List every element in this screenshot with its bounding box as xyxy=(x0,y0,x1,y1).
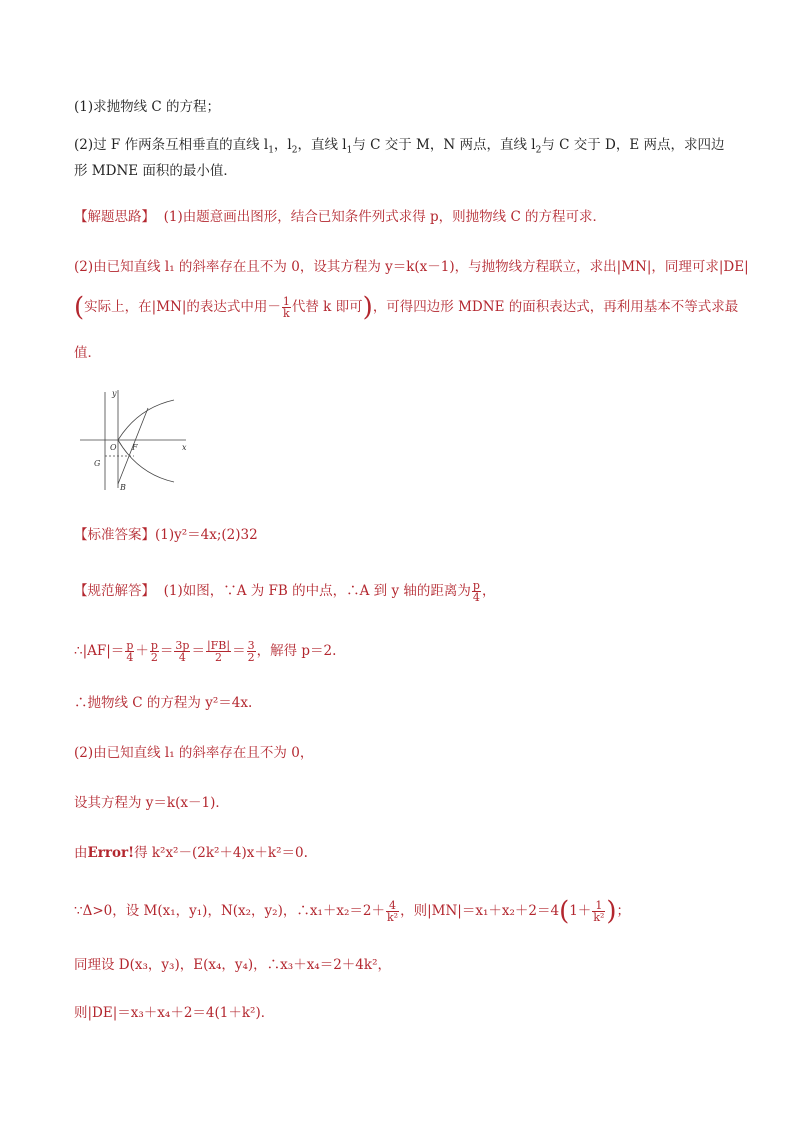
sub: 2 xyxy=(535,145,542,156)
solution-line-4: (2)由已知直线 l₁ 的斜率存在且不为 0， xyxy=(74,745,314,761)
thinking-title: 【解题思路】 xyxy=(74,209,155,225)
q2-text: ，l xyxy=(273,137,292,153)
q2-text: 与 C 交于 D，E 两点，求四边 xyxy=(541,137,725,153)
frac-den: 2 xyxy=(150,651,158,664)
error-text: Error! xyxy=(87,845,135,861)
solution-title: 【规范解答】 xyxy=(74,583,155,599)
answer-title: 【标准答案】 xyxy=(74,527,155,543)
solution-text: (1)如图，∵A 为 FB 的中点，∴A 到 y 轴的距离为 xyxy=(163,583,471,599)
solution-text: ∴|AF|＝ xyxy=(74,643,125,659)
sub: 1 xyxy=(346,145,353,156)
frac-den: 4 xyxy=(126,651,134,664)
solution-text: 1＋ xyxy=(569,903,592,919)
label-g: G xyxy=(94,459,101,468)
frac-num: |FB| xyxy=(206,639,231,652)
q2-text: (2)过 F 作两条互相垂直的直线 l xyxy=(74,137,269,153)
label-x: x xyxy=(182,443,187,452)
thinking-line-3: (实际上，在|MN|的表达式中用－ $\frac{1}{k}$ 代替 k 即可)，可得四边形 MDNE 的面积表达式，再利用基本不等式求最 xyxy=(74,292,739,323)
q2-text: ，直线 l xyxy=(297,137,347,153)
frac-den: k xyxy=(283,307,290,320)
thinking-text: (1)由题意画出图形，结合已知条件列式求得 p，则抛物线 C 的方程可求． xyxy=(163,209,607,225)
frac-num: 4 xyxy=(386,900,399,912)
frac-num: p xyxy=(150,639,158,652)
frac-num: 1 xyxy=(592,900,605,912)
solution-text: ； xyxy=(616,903,631,919)
solution-line-9: 则|DE|＝x₃＋x₄＋2＝4(1＋k²)． xyxy=(74,1005,275,1021)
solution-text: ，解得 p＝2. xyxy=(256,643,337,659)
solution-line-3: ∴抛物线 C 的方程为 y²＝4x. xyxy=(74,695,253,711)
answer-line xyxy=(74,526,258,544)
solution-line-8: 同理设 D(x₃，y₃)，E(x₄，y₄)，∴x₃＋x₄＝2＋4k²， xyxy=(74,957,391,973)
sub: 2 xyxy=(291,145,298,156)
solution-line-6 xyxy=(74,844,308,862)
label-o: O xyxy=(110,443,117,452)
frac-num: 3 xyxy=(247,639,255,652)
thinking-text: ，可得四边形 MDNE 的面积表达式，再利用基本不等式求最 xyxy=(372,299,739,315)
solution-line-7: ∵Δ>0，设 M(x₁，y₁)，N(x₂，y₂)，∴x₁＋x₂＝2＋ $\frac{4}{\text{k²}}$ ，则|MN|＝x₁＋x₂＋2＝4(1＋ $\frac{1}{\text{k²}}$ )； xyxy=(74,896,631,927)
parabola-figure xyxy=(78,388,198,498)
frac-num: 3p xyxy=(175,639,190,652)
thinking-line-4: 值． xyxy=(74,345,101,361)
thinking-line-1 xyxy=(74,208,606,226)
frac-num: 1 xyxy=(282,295,290,308)
frac-num: p xyxy=(472,579,480,592)
sub: 1 xyxy=(268,145,274,156)
frac-den: 4 xyxy=(472,591,480,604)
frac-den: k² xyxy=(593,911,605,924)
question-2-line-1 xyxy=(74,136,725,160)
frac-den: k² xyxy=(387,911,399,924)
solution-text: ∵Δ>0，设 M(x₁，y₁)，N(x₂，y₂)，∴x₁＋x₂＝2＋ xyxy=(74,903,386,919)
frac-den: 4 xyxy=(178,651,186,664)
answer-text: (1)y²＝4x;(2)32 xyxy=(155,527,258,543)
equals: ＝ xyxy=(159,643,174,659)
question-2-line-2: 形 MDNE 面积的最小值． xyxy=(74,163,237,179)
equals: ＝ xyxy=(191,643,205,659)
solution-text: 得 k²x²－(2k²＋4)x＋k²＝0. xyxy=(134,845,308,861)
solution-text: 由 xyxy=(74,845,88,861)
thinking-text: 实际上，在|MN|的表达式中用－ xyxy=(84,299,281,315)
solution-text: ，则|MN|＝x₁＋x₂＋2＝4 xyxy=(400,903,560,919)
frac-den: 2 xyxy=(215,651,223,664)
label-b: B xyxy=(120,483,126,492)
thinking-line-2: (2)由已知直线 l₁ 的斜率存在且不为 0，设其方程为 y＝k(x－1)，与抛物线方程联立，求出|MN|，同理可求|DE| xyxy=(74,259,749,275)
q2-text: 与 C 交于 M，N 两点，直线 l xyxy=(352,137,536,153)
label-f: F xyxy=(132,443,138,452)
frac-den: 2 xyxy=(247,651,255,664)
frac-num: p xyxy=(126,639,134,652)
solution-line-1 xyxy=(74,580,495,603)
thinking-text: 代替 k 即可 xyxy=(291,299,363,315)
plus: ＋ xyxy=(135,643,149,659)
question-1: (1)求抛物线 C 的方程； xyxy=(74,99,221,115)
solution-line-2 xyxy=(74,640,336,663)
label-y: y xyxy=(112,389,117,398)
solution-text: ， xyxy=(481,583,496,599)
solution-line-5: 设其方程为 y＝k(x－1)． xyxy=(74,795,229,811)
equals: ＝ xyxy=(232,643,246,659)
